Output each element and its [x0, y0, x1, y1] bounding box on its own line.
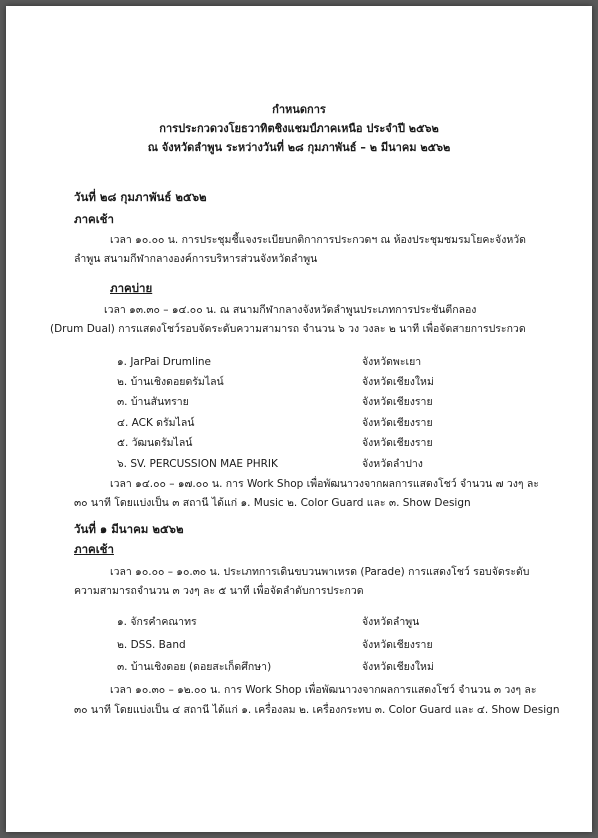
day2-morning-line-1: เวลา ๑๐.๐๐ – ๑๐.๓๐ น. ประเภทการเดินขบวนพาเหรด (Parade) การแสดงโชว์ รอบจัดระดับ	[110, 566, 530, 578]
band-province: จังหวัดเชียงราย	[362, 396, 433, 408]
day1-workshop-line-1: เวลา ๑๔.๐๐ – ๑๗.๐๐ น. การ Work Shop เพื่อพัฒนาวงจากผลการแสดงโชว์ จำนวน ๗ วงๆ ละ	[110, 478, 539, 490]
day1-afternoon-label: ภาคบ่าย	[110, 281, 153, 295]
band-name: ๔. ACK ดรัมไลน์	[117, 417, 195, 429]
day1-workshop-line-2: ๓๐ นาที โดยแบ่งเป็น ๓ สถานี ได้แก่ ๑. Music ๒. Color Guard และ ๓. Show Design	[74, 497, 471, 509]
day2-date: วันที่ ๑ มีนาคม ๒๕๖๒	[74, 522, 184, 536]
title-line-2: การประกวดวงโยธวาทิตชิงแชมป์ภาคเหนือ ประจำปี ๒๕๖๒	[159, 122, 439, 135]
day1-morning-line-2: ลำพูน สนามกีฬากลางองค์การบริหารส่วนจังหวัดลำพูน	[74, 253, 318, 265]
band-province: จังหวัดเชียงราย	[362, 639, 433, 651]
band-name: ๓. บ้านเชิงดอย (ดอยสะเก็ดศึกษา)	[117, 661, 272, 673]
day2-workshop-line-2: ๓๐ นาที โดยแบ่งเป็น ๔ สถานี ได้แก่ ๑. เครื่องลม ๒. เครื่องกระทบ ๓. Color Guard และ ๔. Show Design	[74, 704, 560, 716]
band-name: ๒. บ้านเชิงดอยดรัมไลน์	[117, 376, 224, 388]
day1-morning-line-1: เวลา ๑๐.๐๐ น. การประชุมชี้แจงระเบียบกติกาการประกวดฯ ณ ห้องประชุมชมรมโยคะจังหวัด	[110, 234, 526, 246]
day2-morning-label: ภาคเช้า	[74, 542, 114, 556]
day2-workshop-line-1: เวลา ๑๐.๓๐ – ๑๒.๐๐ น. การ Work Shop เพื่อพัฒนาวงจากผลการแสดงโชว์ จำนวน ๓ วงๆ ละ	[110, 684, 537, 696]
day2-morning-line-2: ความสามารถจำนวน ๓ วงๆ ละ ๕ นาที เพื่อจัดลำดับการประกวด	[74, 585, 364, 597]
band-province: จังหวัดลำพูน	[362, 616, 420, 628]
band-province: จังหวัดเชียงใหม่	[362, 661, 434, 673]
day1-afternoon-line-1: เวลา ๑๓.๓๐ – ๑๔.๐๐ น. ณ สนามกีฬากลางจังหวัดลำพูนประเภทการประชันตีกลอง	[104, 304, 477, 316]
band-name: ๕. วัฒนดรัมไลน์	[117, 437, 193, 449]
title-line-3: ณ จังหวัดลำพูน ระหว่างวันที่ ๒๘ กุมภาพันธ์ – ๒ มีนาคม ๒๕๖๒	[147, 141, 451, 154]
document-page	[6, 6, 592, 832]
day1-date: วันที่ ๒๘ กุมภาพันธ์ ๒๕๖๒	[74, 190, 207, 204]
band-name: ๑. จักรคำคณาทร	[117, 616, 197, 628]
band-province: จังหวัดเชียงใหม่	[362, 376, 434, 388]
band-province: จังหวัดพะเยา	[362, 356, 422, 368]
band-province: จังหวัดเชียงราย	[362, 437, 433, 449]
band-province: จังหวัดเชียงราย	[362, 417, 433, 429]
day1-morning-label: ภาคเช้า	[74, 212, 114, 226]
band-name: ๓. บ้านสันทราย	[117, 396, 189, 408]
day1-afternoon-line-2: (Drum Dual) การแสดงโชว์รอบจัดระดับความสามารถ จำนวน ๖ วง วงละ ๒ นาที เพื่อจัดสายการประกวด	[50, 323, 526, 335]
title-line-1: กำหนดการ	[272, 103, 326, 116]
band-province: จังหวัดลำปาง	[362, 458, 423, 470]
band-name: ๒. DSS. Band	[117, 639, 186, 651]
band-name: ๑. JarPai Drumline	[117, 356, 211, 368]
band-name: ๖. SV. PERCUSSION MAE PHRIK	[117, 458, 278, 470]
